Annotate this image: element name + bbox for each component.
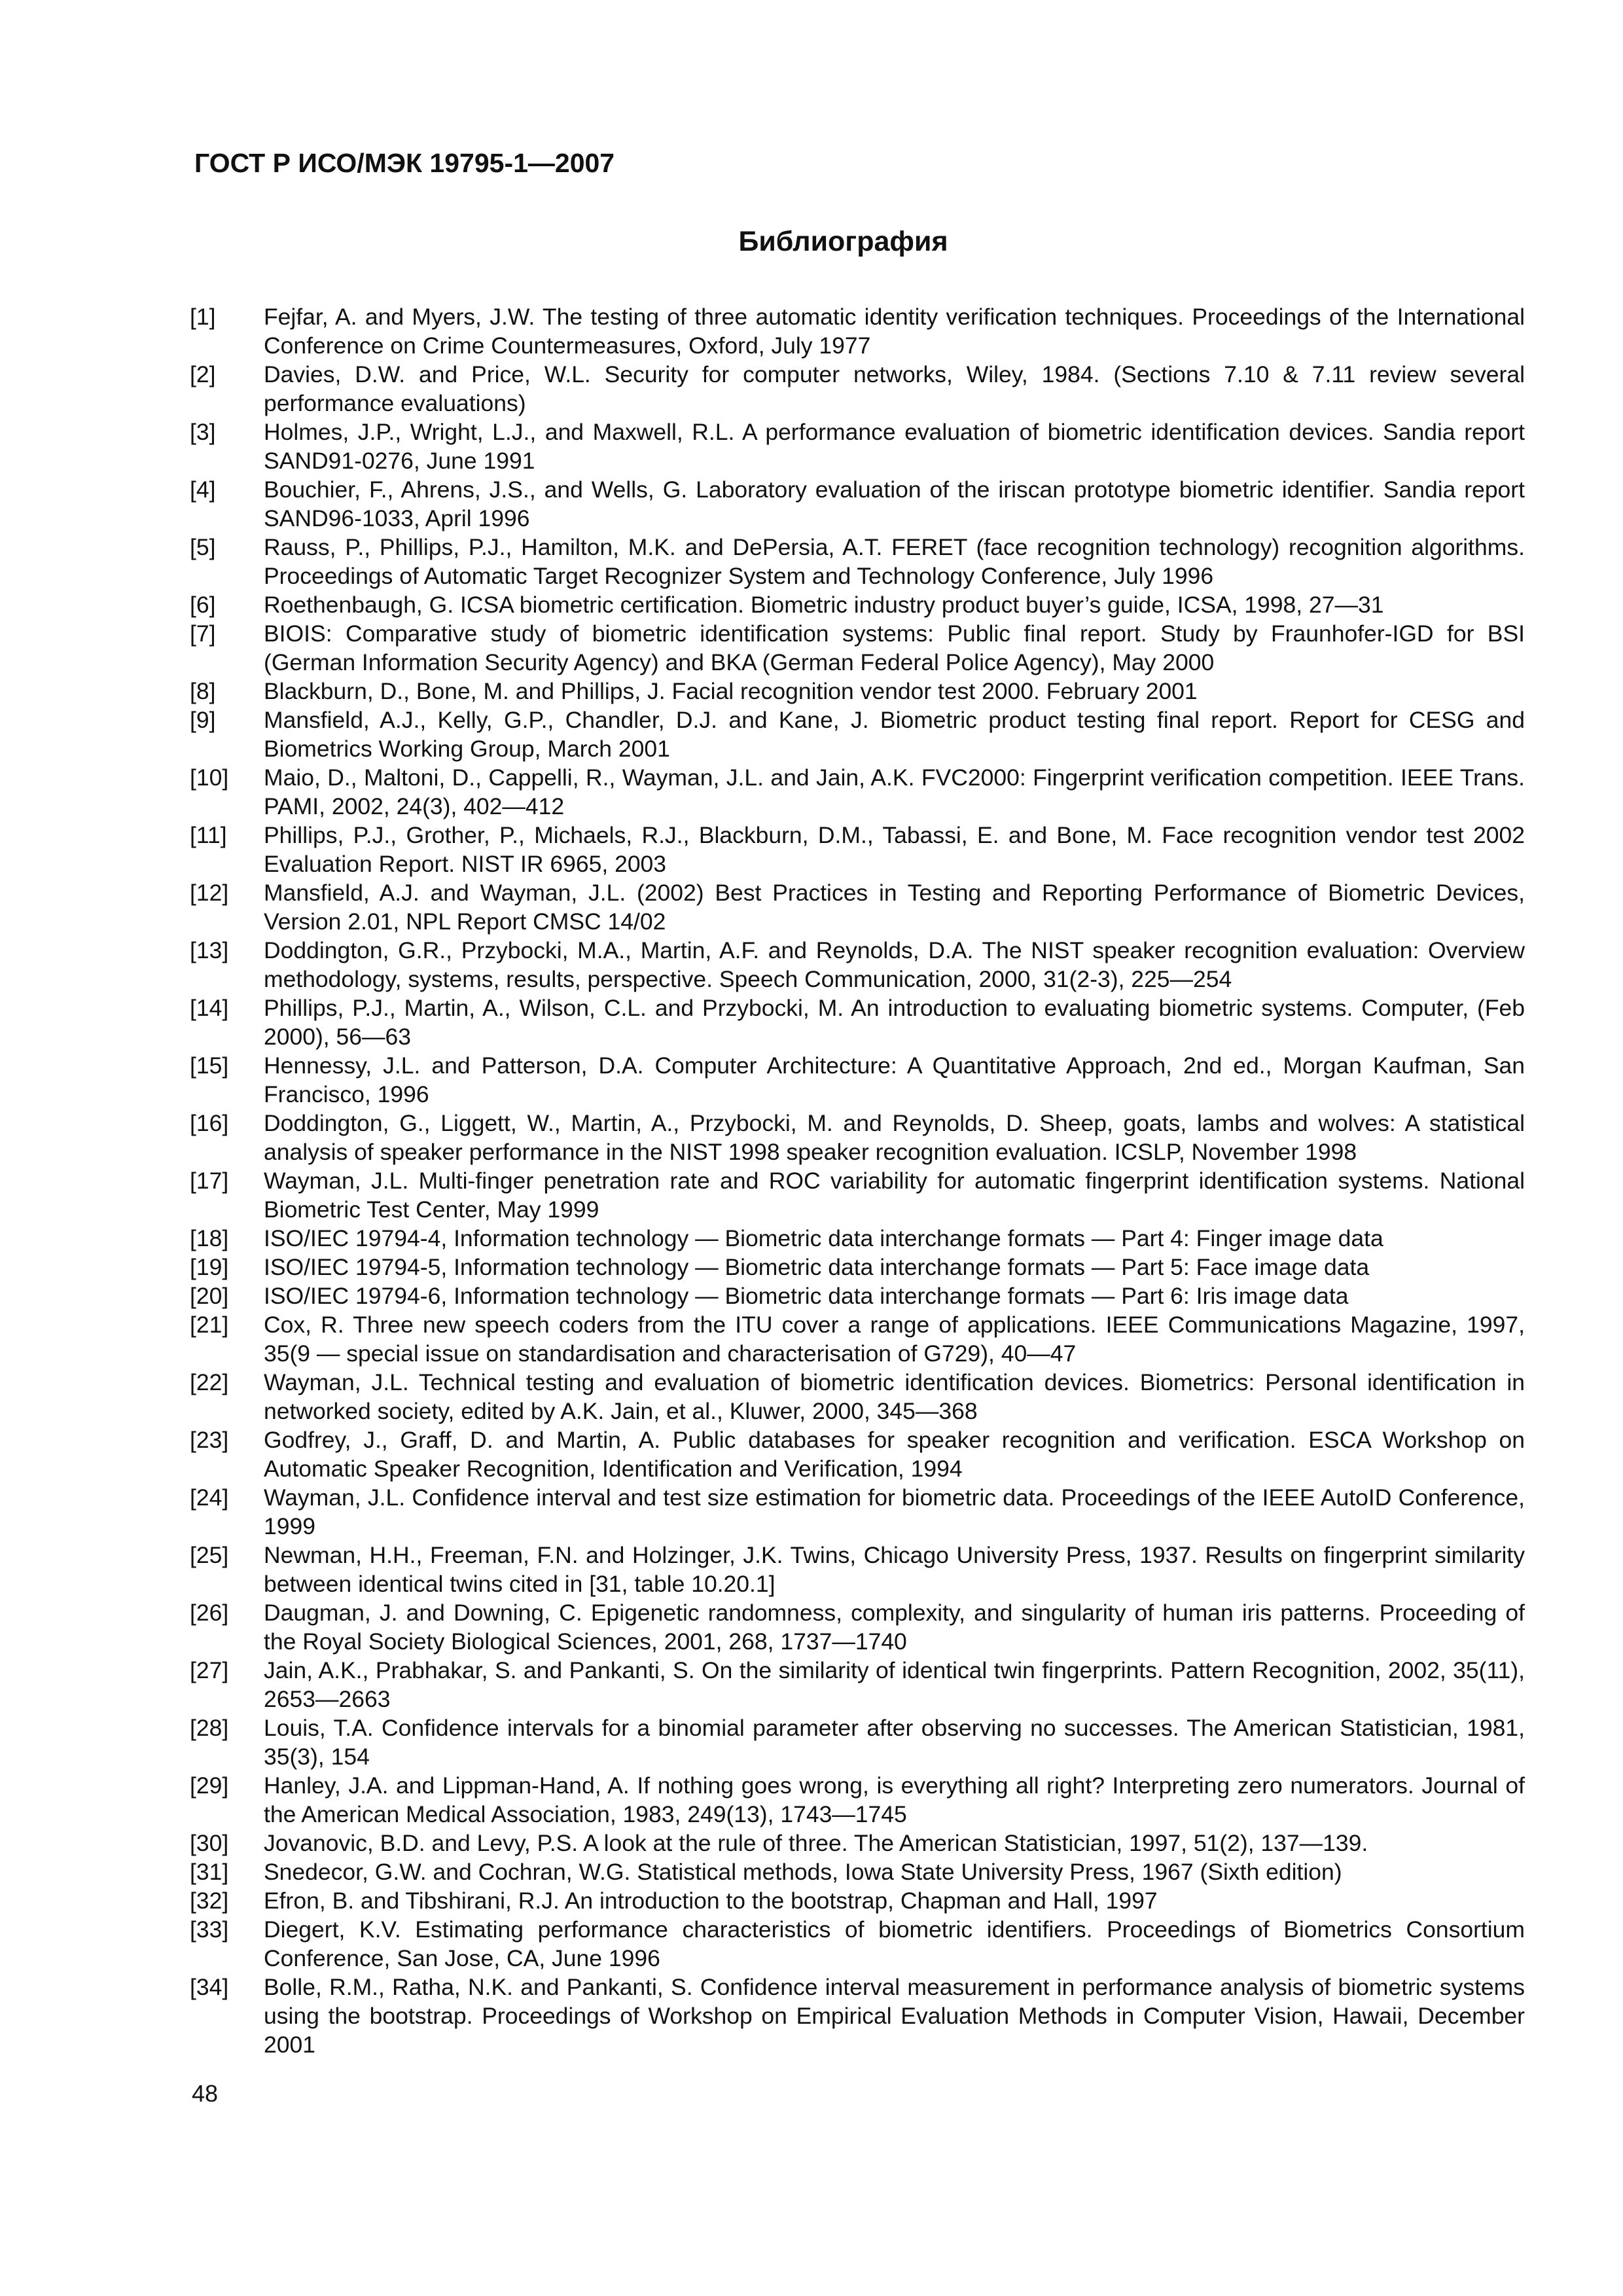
reference-number: [7]	[190, 620, 216, 647]
reference-number: [28]	[190, 1715, 229, 1741]
reference-number: [34]	[190, 1974, 229, 2000]
reference-number: [8]	[190, 678, 216, 704]
bibliography-entry	[190, 1598, 1525, 1656]
bibliography-entry	[190, 1051, 1525, 1109]
bibliography-entry	[190, 1713, 1525, 1771]
reference-text: Diegert, K.V. Estimating performance characteristics of biometric identifiers. Proceedings of Biometrics Consortium Conference, San Jose, CA, June 1996	[264, 1916, 1525, 1971]
reference-number: [10]	[190, 764, 229, 791]
bibliography-entry	[190, 1224, 1525, 1253]
reference-number: [24]	[190, 1484, 229, 1511]
reference-text: Phillips, P.J., Martin, A., Wilson, C.L. and Przybocki, M. An introduction to evaluating biometric systems. Computer, (Feb 2000), 56—63	[264, 995, 1525, 1050]
reference-text: Godfrey, J., Graff, D. and Martin, A. Public databases for speaker recognition and verification. ESCA Workshop on Automatic Speaker Recognition, Identification and Verification, 1994	[264, 1427, 1525, 1482]
bibliography-entry	[190, 1541, 1525, 1598]
reference-text: Maio, D., Maltoni, D., Cappelli, R., Wayman, J.L. and Jain, A.K. FVC2000: Fingerprint verification competition. IEEE Trans. PAMI, 2002, 24(3), 402—412	[264, 764, 1525, 819]
reference-number: [5]	[190, 534, 216, 560]
reference-text: Davies, D.W. and Price, W.L. Security for computer networks, Wiley, 1984. (Sections 7.10 & 7.11 review several performance evaluations)	[264, 361, 1525, 416]
reference-text: Bouchier, F., Ahrens, J.S., and Wells, G. Laboratory evaluation of the iriscan prototype biometric identifier. Sandia report SAND96-1033, April 1996	[264, 476, 1525, 531]
bibliography-entry	[190, 763, 1525, 821]
bibliography-entry	[190, 1310, 1525, 1368]
reference-text: Wayman, J.L. Confidence interval and test size estimation for biometric data. Proceedings of the IEEE AutoID Conference, 1999	[264, 1484, 1525, 1539]
bibliography-entry	[190, 706, 1525, 763]
reference-number: [15]	[190, 1052, 229, 1079]
reference-text: Mansfield, A.J. and Wayman, J.L. (2002) Best Practices in Testing and Reporting Performance of Biometric Devices, Version 2.01, NPL Report CMSC 14/02	[264, 880, 1525, 935]
reference-number: [31]	[190, 1859, 229, 1885]
reference-text: Jain, A.K., Prabhakar, S. and Pankanti, S. On the similarity of identical twin fingerprints. Pattern Recognition, 2002, 35(11), 2653—2663	[264, 1657, 1525, 1712]
bibliography-entry	[190, 619, 1525, 677]
reference-number: [22]	[190, 1369, 229, 1395]
reference-number: [23]	[190, 1427, 229, 1453]
document-header: ГОСТ Р ИСО/МЭК 19795-1—2007	[194, 148, 615, 178]
reference-number: [18]	[190, 1225, 229, 1251]
bibliography-entry	[190, 1886, 1525, 1915]
bibliography-entry	[190, 533, 1525, 590]
bibliography-entry	[190, 1483, 1525, 1541]
reference-text: Daugman, J. and Downing, C. Epigenetic randomness, complexity, and singularity of human iris patterns. Proceeding of the Royal Society Biological Sciences, 2001, 268, 1737—1740	[264, 1600, 1525, 1655]
reference-text: ISO/IEC 19794-4, Information technology — Biometric data interchange formats — Part 4: Finger image data	[264, 1225, 1383, 1251]
reference-text: Bolle, R.M., Ratha, N.K. and Pankanti, S. Confidence interval measurement in performance analysis of biometric systems using the bootstrap. Proceedings of Workshop on Empirical Evaluation Methods in Computer Vision, Hawaii, December 2001	[264, 1974, 1525, 2058]
reference-number: [1]	[190, 304, 216, 330]
bibliography-entry	[190, 878, 1525, 936]
reference-number: [19]	[190, 1254, 229, 1280]
bibliography-entry	[190, 590, 1525, 619]
reference-text: ISO/IEC 19794-6, Information technology — Biometric data interchange formats — Part 6: Iris image data	[264, 1283, 1349, 1309]
reference-text: Wayman, J.L. Technical testing and evaluation of biometric identification devices. Biometrics: Personal identification in networked society, edited by A.K. Jain, et al., Kluwer, 2000, 345—368	[264, 1369, 1525, 1424]
reference-text: BIOIS: Comparative study of biometric identification systems: Public final report. Study by Fraunhofer-IGD for BSI (German Information Security Agency) and BKA (German Federal Police Agency), May 2000	[264, 620, 1525, 675]
bibliography-entry	[190, 302, 1525, 360]
bibliography-entry	[190, 1166, 1525, 1224]
reference-number: [21]	[190, 1312, 229, 1338]
bibliography-entry	[190, 1973, 1525, 2059]
reference-number: [2]	[190, 361, 216, 387]
reference-text: Snedecor, G.W. and Cochran, W.G. Statistical methods, Iowa State University Press, 1967 (Sixth edition)	[264, 1859, 1342, 1885]
reference-number: [16]	[190, 1110, 229, 1136]
page-number: 48	[192, 2080, 219, 2107]
bibliography-entry	[190, 1771, 1525, 1829]
reference-text: Rauss, P., Phillips, P.J., Hamilton, M.K. and DePersia, A.T. FERET (face recognition technology) recognition algorithms. Proceedings of Automatic Target Recognizer System and Technology Conference, July 1996	[264, 534, 1525, 589]
reference-text: ISO/IEC 19794-5, Information technology — Biometric data interchange formats — Part 5: Face image data	[264, 1254, 1370, 1280]
page-title: Библиография	[738, 226, 948, 257]
bibliography-entry	[190, 821, 1525, 878]
bibliography-list	[190, 302, 1525, 2059]
reference-number: [6]	[190, 592, 216, 618]
bibliography-entry	[190, 1656, 1525, 1713]
reference-number: [11]	[190, 822, 227, 848]
reference-number: [17]	[190, 1168, 229, 1194]
reference-text: Mansfield, A.J., Kelly, G.P., Chandler, D.J. and Kane, J. Biometric product testing final report. Report for CESG and Biometrics Working Group, March 2001	[264, 707, 1525, 762]
reference-number: [26]	[190, 1600, 229, 1626]
reference-number: [25]	[190, 1542, 229, 1568]
bibliography-entry	[190, 677, 1525, 706]
reference-text: Fejfar, A. and Myers, J.W. The testing of three automatic identity verification techniques. Proceedings of the International Conference on Crime Countermeasures, Oxford, July 1977	[264, 304, 1525, 359]
reference-text: Doddington, G., Liggett, W., Martin, A., Przybocki, M. and Reynolds, D. Sheep, goats, lambs and wolves: A statistical analysis of speaker performance in the NIST 1998 speaker recognition evaluation. ICSLP, November 1998	[264, 1110, 1525, 1165]
bibliography-entry	[190, 475, 1525, 533]
reference-text: Phillips, P.J., Grother, P., Michaels, R.J., Blackburn, D.M., Tabassi, E. and Bone, M. Face recognition vendor test 2002 Evaluation Report. NIST IR 6965, 2003	[264, 822, 1525, 877]
reference-text: Roethenbaugh, G. ICSA biometric certification. Biometric industry product buyer’s guide, ICSA, 1998, 27—31	[264, 592, 1384, 618]
bibliography-entry	[190, 1829, 1525, 1857]
bibliography-entry	[190, 1282, 1525, 1310]
reference-number: [4]	[190, 476, 216, 503]
reference-text: Holmes, J.P., Wright, L.J., and Maxwell, R.L. A performance evaluation of biometric identification devices. Sandia report SAND91-0276, June 1991	[264, 419, 1525, 474]
bibliography-entry	[190, 1857, 1525, 1886]
reference-text: Hennessy, J.L. and Patterson, D.A. Computer Architecture: A Quantitative Approach, 2nd ed., Morgan Kaufman, San Francisco, 1996	[264, 1052, 1525, 1107]
reference-number: [12]	[190, 880, 229, 906]
reference-text: Efron, B. and Tibshirani, R.J. An introduction to the bootstrap, Chapman and Hall, 1997	[264, 1888, 1158, 1914]
bibliography-entry	[190, 1426, 1525, 1483]
reference-number: [30]	[190, 1830, 229, 1856]
reference-text: Jovanovic, B.D. and Levy, P.S. A look at the rule of three. The American Statistician, 1997, 51(2), 137—139.	[264, 1830, 1368, 1856]
bibliography-entry	[190, 936, 1525, 994]
reference-number: [29]	[190, 1772, 229, 1799]
bibliography-entry	[190, 1368, 1525, 1426]
bibliography-entry	[190, 994, 1525, 1051]
reference-text: Doddington, G.R., Przybocki, M.A., Martin, A.F. and Reynolds, D.A. The NIST speaker recognition evaluation: Overview methodology, systems, results, perspective. Speech Communication, 2000, 31(2-3), 225—254	[264, 937, 1525, 992]
reference-number: [20]	[190, 1283, 229, 1309]
reference-text: Cox, R. Three new speech coders from the ITU cover a range of applications. IEEE Communications Magazine, 1997, 35(9 — special issue on standardisation and characterisation of G729), 40—47	[264, 1312, 1525, 1367]
reference-number: [13]	[190, 937, 229, 963]
bibliography-entry	[190, 360, 1525, 418]
reference-text: Louis, T.A. Confidence intervals for a binomial parameter after observing no successes. The American Statistician, 1981, 35(3), 154	[264, 1715, 1525, 1770]
reference-number: [14]	[190, 995, 229, 1021]
bibliography-entry	[190, 418, 1525, 475]
bibliography-entry	[190, 1253, 1525, 1282]
bibliography-entry	[190, 1109, 1525, 1166]
reference-number: [9]	[190, 707, 216, 733]
bibliography-entry	[190, 1915, 1525, 1973]
reference-text: Wayman, J.L. Multi-finger penetration rate and ROC variability for automatic fingerprint identification systems. National Biometric Test Center, May 1999	[264, 1168, 1525, 1223]
reference-text: Newman, H.H., Freeman, F.N. and Holzinger, J.K. Twins, Chicago University Press, 1937. Results on fingerprint similarity between identical twins cited in [31, table 10.20.1]	[264, 1542, 1525, 1597]
reference-text: Hanley, J.A. and Lippman-Hand, A. If nothing goes wrong, is everything all right? Interpreting zero numerators. Journal of the American Medical Association, 1983, 249(13), 1743—1745	[264, 1772, 1525, 1827]
reference-number: [33]	[190, 1916, 229, 1943]
reference-number: [32]	[190, 1888, 229, 1914]
reference-text: Blackburn, D., Bone, M. and Phillips, J. Facial recognition vendor test 2000. February 2001	[264, 678, 1198, 704]
reference-number: [3]	[190, 419, 216, 445]
reference-number: [27]	[190, 1657, 229, 1683]
